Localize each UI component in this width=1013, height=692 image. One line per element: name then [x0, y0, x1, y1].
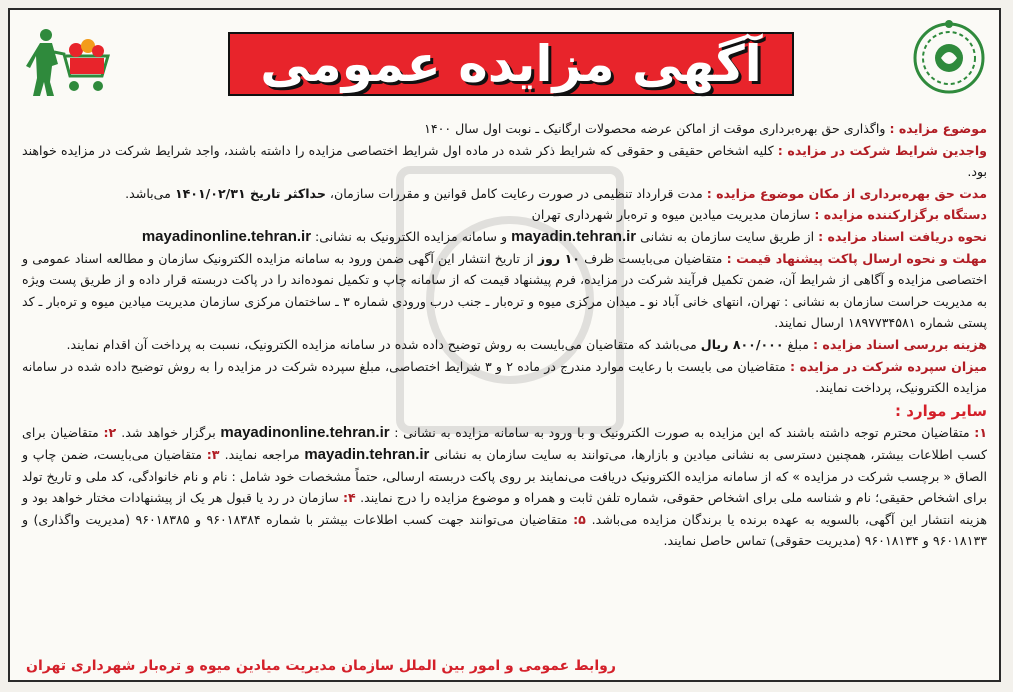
fee-label: هزینه بررسی اسناد مزایده : — [812, 336, 987, 352]
docs-text-1: از طریق سایت سازمان به نشانی — [636, 228, 819, 244]
item-2-text: متقاضیان برای کسب اطلاعات بیشتر، همچنین دسترسی به نشانی میادین و بازارها، می‌توانند به سایت سازمان به نشانی — [22, 425, 987, 462]
other-items-title: سایر موارد : — [895, 401, 987, 420]
item-1-text: متقاضیان محترم توجه داشته باشند که این مزایده به صورت الکترونیک و با ورود به سامانه مزایده به نشانی : — [389, 425, 975, 441]
header — [10, 10, 999, 110]
other-items — [22, 422, 987, 552]
deadline-label: مهلت و نحوه ارسال پاکت پیشنهاد قیمت : — [726, 250, 987, 266]
online-auction-link[interactable]: mayadinonline.tehran.ir — [141, 227, 312, 245]
item-2-link[interactable]: mayadin.tehran.ir — [304, 445, 430, 463]
subject-text: واگذاری حق بهره‌برداری موقت از اماکن عرضه محصولات ارگانیک ـ نوبت اول سال ۱۴۰۰ — [424, 121, 890, 136]
duration-row — [22, 183, 987, 205]
deposit-label: میزان سپرده شرکت در مزایده : — [789, 358, 988, 374]
fee-text-2: می‌باشد که متقاضیان می‌بایست به روش توضیح داده شده در سامانه مزایده الکترونیک، نسبت به پرداخت آن اقدام نمایند. — [66, 336, 701, 352]
subject-row — [22, 118, 987, 140]
item-3-text: متقاضیان می‌بایست، ضمن چاپ و الصاق « برچسب شرکت در مزایده » که از سامانه مزایده الکترونیک دریافت می‌نمایند بر روی پاکت دربسته ارسالی، حتماً مشخصات خود شامل : نام و نام خانوادگی، کد ملی و تاریخ تولد برای اشخاص حقیقی؛ نام و شناسه ملی برای اشخاص حقوقی، شماره تلفن ثابت و همراه و موضوع مزایده را درج نمایند. — [22, 446, 987, 506]
docs-label: نحوه دریافت اسناد مزایده : — [818, 228, 987, 244]
item-2-tail: مراجعه نمایند. — [224, 446, 305, 462]
item-4-number: ۴: — [343, 490, 361, 506]
item-4-text: سازمان در رد یا قبول هر یک از پیشنهادات مختار خواهد بود و هزینه انتشار این آگهی، بالسویه به عهده برنده یا برندگان مزایده می‌باشد. — [22, 490, 987, 527]
ad-body — [22, 118, 987, 672]
duration-text: مدت قرارداد تنظیمی در صورت رعایت کامل قوانین و مقررات سازمان، — [325, 185, 707, 201]
organizer-row — [22, 204, 987, 226]
page-title: آگهی مزایده عمومی — [260, 35, 762, 93]
site-link[interactable]: mayadin.tehran.ir — [511, 227, 637, 245]
deposit-text: متقاضیان می بایست با رعایت موارد مندرج در ماده ۲ و ۳ شرایط اختصاصی، مبلغ سپرده شرکت در مزایده را به روش توضیح داده شده در سامانه مزایده الکترونیک، پرداخت نمایند. — [22, 358, 987, 396]
tehran-municipality-logo — [911, 20, 987, 96]
duration-tail: می‌باشد. — [125, 185, 175, 201]
title-banner — [228, 32, 794, 96]
item-5-number: ۵: — [573, 511, 592, 527]
duration-date: حداکثر تاریخ ۱۴۰۱/۰۲/۳۱ — [174, 185, 326, 201]
deadline-days: ۱۰ روز — [537, 250, 580, 266]
advertisement-frame — [8, 8, 1001, 682]
eligibility-row — [22, 140, 987, 183]
deadline-row — [22, 248, 987, 334]
item-2-number: ۲: — [103, 425, 122, 441]
subject-label: موضوع مزایده : — [889, 121, 987, 136]
deposit-row — [22, 356, 987, 399]
organizer-label: دستگاه برگزارکننده مزایده : — [814, 207, 987, 223]
docs-row — [22, 226, 987, 248]
docs-text-2: و سامانه مزایده الکترونیک به نشانی: — [311, 228, 512, 244]
item-1-tail: برگزار خواهد شد. — [121, 425, 221, 441]
eligibility-label: واجدین شرایط شرکت در مزایده : — [777, 142, 987, 158]
duration-label: مدت حق بهره‌برداری از مکان موضوع مزایده : — [706, 185, 987, 201]
eligibility-text: کلیه اشخاص حقیقی و حقوقی که شرایط ذکر شده در ماده اول شرایط اختصاصی مزایده را داشته باشند، واجد شرایط شرکت در مزایده خواهند بود. — [22, 142, 987, 180]
item-1-link[interactable]: mayadinonline.tehran.ir — [220, 424, 390, 442]
item-3-number: ۳: — [206, 446, 225, 462]
item-5-text: متقاضیان می‌توانند جهت کسب اطلاعات بیشتر با شماره ۹۶۰۱۸۳۸۴ و ۹۶۰۱۸۳۸۵ (مدیریت واگذاری) و ۹۶۰۱۸۱۳۳ و ۹۶۰۱۸۱۳۴ (مدیریت حقوقی) تماس حاصل نمایند. — [22, 511, 987, 549]
organizer-text: سازمان مدیریت میادین میوه و تره‌بار شهرداری تهران — [531, 207, 815, 223]
fee-text-1: مبلغ — [783, 336, 813, 352]
shopping-cart-icon — [24, 26, 110, 98]
fee-amount: ۸۰۰/۰۰۰ ریال — [700, 336, 784, 352]
footer-signature: روابط عمومی و امور بین الملل سازمان مدیریت میادین میوه و تره‌بار شهرداری تهران — [26, 658, 616, 674]
deadline-text-1: متقاضیان می‌بایست ظرف — [579, 250, 727, 266]
deadline-text-2: از تاریخ انتشار این آگهی ضمن ورود به سامانه مزایده الکترونیک سازمان و مطالعه اسناد عمومی و اختصاصی مزایده و آگاهی از شرایط آن، ضمن تکمیل فرآیند شرکت در مزایده، فرم پیشنهاد قیمت که از سامانه چاپ و تکمیل نموده‌اند را در پاکت دربسته قرار داده و از طریق پست ویژه به مدیریت حراست سازمان به نشانی : تهران، انتهای خانی آباد نو ـ میدان مرکزی میوه و تره‌بار ـ جنب درب ورودی شماره ۳ ـ ساختمان مرکزی سازمان مدیریت میادین میوه و تره‌بار ـ کد پستی شماره ۱۸۹۷۷۳۴۵۸۱ ارسال نمایند. — [22, 250, 987, 331]
fee-row — [22, 334, 987, 356]
item-1-number: ۱: — [974, 425, 987, 441]
